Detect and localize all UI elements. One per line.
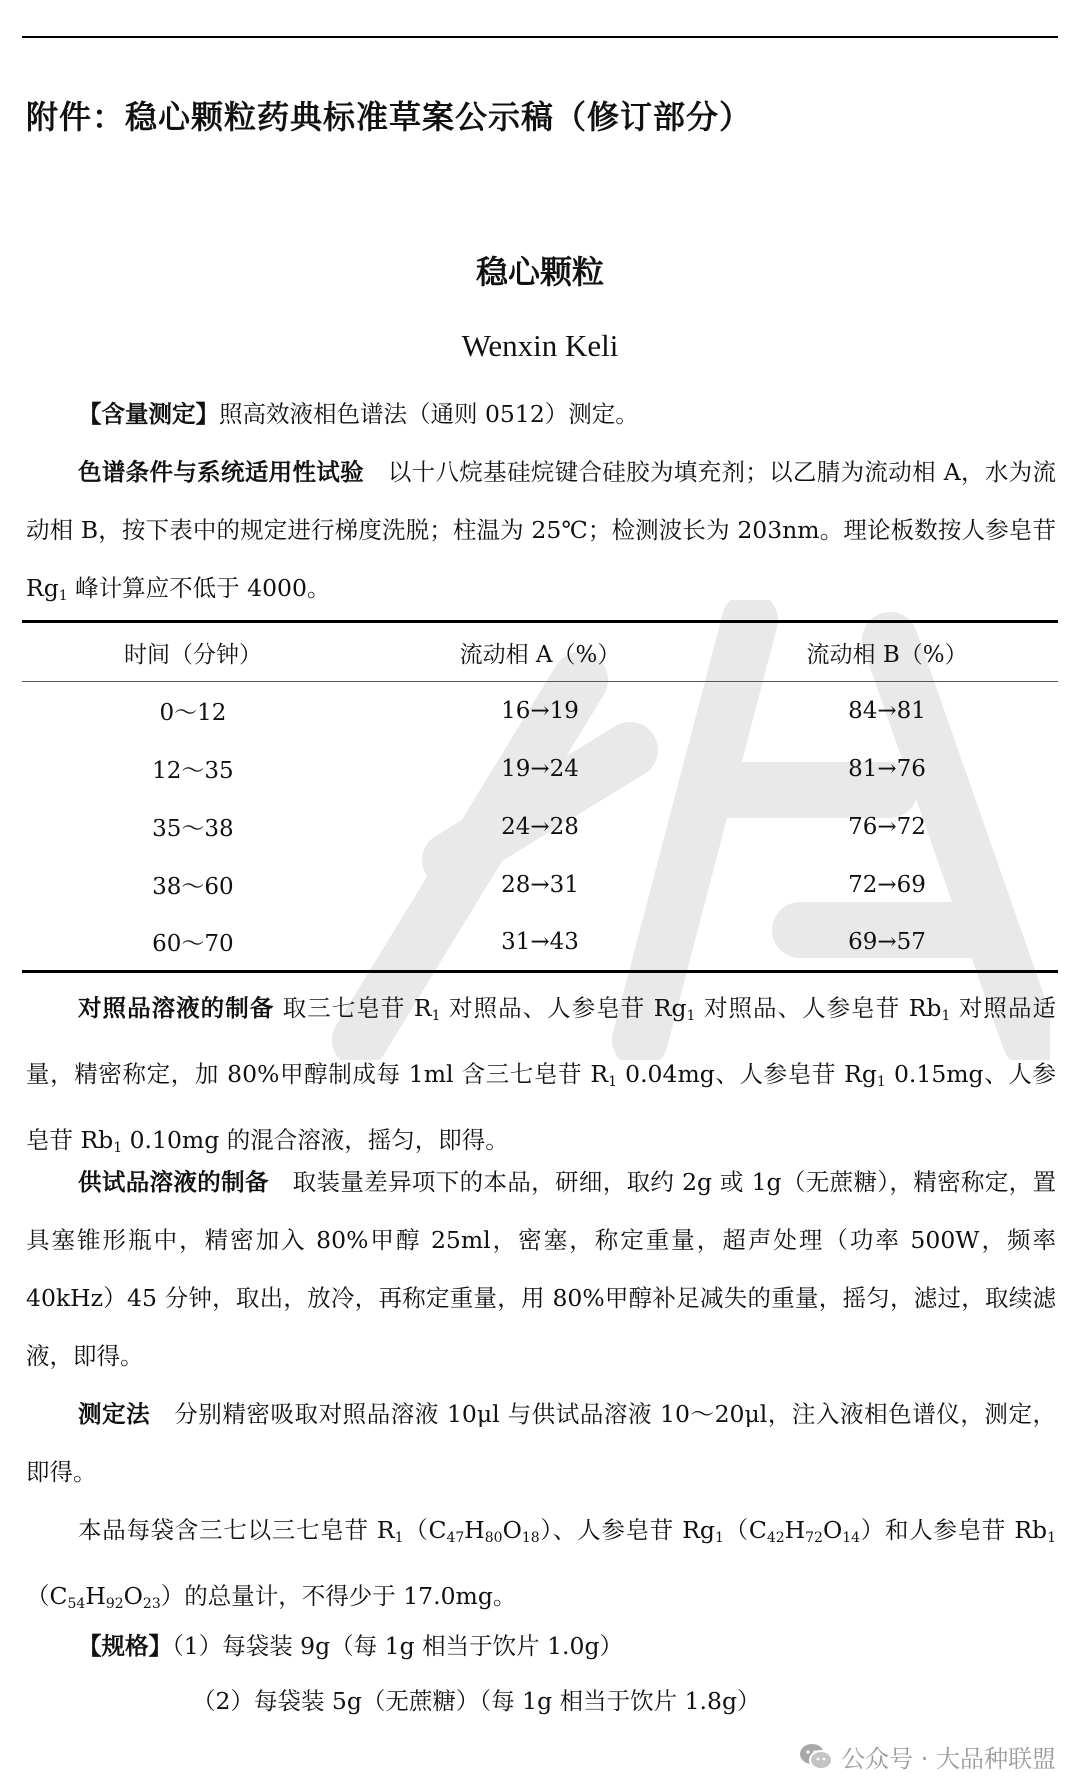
cell-time: 60～70 xyxy=(22,914,364,972)
cell-time: 0～12 xyxy=(159,700,227,727)
text-run: 对照品、人参皂苷 Rb xyxy=(695,994,942,1022)
gradient-table xyxy=(22,620,1058,973)
cell-phase-a: 24→28 xyxy=(501,813,579,840)
table-row xyxy=(22,798,1058,856)
header-time: 时间（分钟） xyxy=(22,622,364,682)
test-solution-label: 供试品溶液的制备 xyxy=(78,1168,269,1196)
text-run: 0.10mg 的混合溶液，摇匀，即得。 xyxy=(122,1126,509,1154)
subscript: 92 xyxy=(105,1596,124,1612)
text-run: 取三七皂苷 R xyxy=(274,994,432,1022)
subscript: 14 xyxy=(842,1530,861,1546)
subscript: 1 xyxy=(941,1008,951,1024)
text-run: 0.04mg、人参皂苷 Rg xyxy=(617,1060,877,1088)
assay-paragraph xyxy=(26,385,1056,443)
reference-paragraph xyxy=(26,979,1056,1177)
table-header-row xyxy=(22,622,1058,682)
text-run: ）的总量计，不得少于 17.0mg。 xyxy=(160,1582,517,1610)
cell-phase-b: 81→76 xyxy=(848,755,926,782)
text-run: 对照品、人参皂苷 Rg xyxy=(440,994,687,1022)
subscript: 54 xyxy=(67,1596,86,1612)
cell-phase-b: 72→69 xyxy=(848,871,926,898)
reference-label: 对照品溶液的制备 xyxy=(78,994,275,1022)
subscript: 1 xyxy=(714,1530,724,1546)
text-run: H xyxy=(464,1516,485,1544)
cell-phase-b: 69→57 xyxy=(716,914,1058,972)
top-rule xyxy=(22,36,1058,38)
text-run: O xyxy=(822,1516,843,1544)
method-label: 测定法 xyxy=(78,1400,151,1428)
text-run: （C xyxy=(26,1582,68,1610)
subscript: 1 xyxy=(58,588,68,604)
subscript: 1 xyxy=(876,1074,886,1090)
text-run: （C xyxy=(723,1516,767,1544)
method-text: 分别精密吸取对照品溶液 10μl 与供试品溶液 10～20μl，注入液相色谱仪，测定，即得。 xyxy=(26,1400,1056,1486)
text-run: O xyxy=(123,1582,143,1610)
text-run: H xyxy=(784,1516,806,1544)
table-row xyxy=(22,914,1058,972)
spec-item-1: （1）每袋装 9g（每 1g 相当于饮片 1.0g） xyxy=(172,1632,623,1660)
header-phase-a: 流动相 A（%） xyxy=(364,622,716,682)
table-row xyxy=(22,856,1058,914)
wechat-icon xyxy=(799,1742,833,1772)
assay-label: 【含量测定】 xyxy=(78,400,219,428)
text-run: 0.15mg、人参皂苷 Rb xyxy=(26,1060,1056,1154)
text-run: 本品每袋含三七以三七皂苷 R xyxy=(78,1516,395,1544)
text-run: ）和人参皂苷 Rb xyxy=(860,1516,1048,1544)
subscript: 18 xyxy=(521,1530,540,1546)
attachment-title: 附件：稳心颗粒药典标准草案公示稿（修订部分） xyxy=(26,98,753,136)
subscript: 23 xyxy=(142,1596,161,1612)
method-paragraph xyxy=(26,1385,1056,1501)
test-solution-paragraph xyxy=(26,1153,1056,1385)
text-run: 对照品适量，精密称定，加 80%甲醇制成每 1ml 含三七皂苷 R xyxy=(26,994,1056,1088)
table-row xyxy=(22,682,1058,740)
spec-label: 【规格】 xyxy=(78,1632,172,1660)
table-row xyxy=(22,740,1058,798)
cell-phase-b: 76→72 xyxy=(848,813,926,840)
assay-text: 照高效液相色谱法（通则 0512）测定。 xyxy=(219,400,639,428)
subscript: 1 xyxy=(686,1008,696,1024)
source-text: 公众号 · 大品种联盟 xyxy=(841,1745,1056,1773)
chrom-paragraph xyxy=(26,443,1056,625)
header-phase-b: 流动相 B（%） xyxy=(716,622,1058,682)
cell-phase-a: 31→43 xyxy=(364,914,716,972)
cell-time: 12～35 xyxy=(152,758,234,784)
text-run: O xyxy=(502,1516,522,1544)
subscript: 1 xyxy=(394,1530,404,1546)
chrom-label: 色谱条件与系统适用性试验 xyxy=(78,458,364,486)
spec-item-2: （2）每袋装 5g（无蔗糖）（每 1g 相当于饮片 1.8g） xyxy=(192,1687,761,1715)
cell-time: 38～60 xyxy=(152,874,234,900)
subscript: 47 xyxy=(446,1530,465,1546)
cell-phase-b: 84→81 xyxy=(848,697,926,724)
subscript: 1 xyxy=(608,1074,618,1090)
subscript: 42 xyxy=(766,1530,785,1546)
subscript: 1 xyxy=(431,1008,441,1024)
cell-phase-a: 19→24 xyxy=(501,755,579,782)
subscript: 72 xyxy=(805,1530,823,1546)
text-run: （C xyxy=(403,1516,447,1544)
source-tag xyxy=(799,1739,1056,1774)
doc-subtitle: Wenxin Keli xyxy=(461,328,619,363)
cell-phase-a: 28→31 xyxy=(501,871,579,898)
text-run: ）、人参皂苷 Rg xyxy=(539,1516,715,1544)
test-solution-text: 取装量差异项下的本品，研细，取约 2g 或 1g（无蔗糖），精密称定，置具塞锥形瓶中，精密加入 80%甲醇 25ml，密塞，称定重量，超声处理（功率 500W，频率 40kHz）45 分钟，取出，放冷，再称定重量，用 80%甲醇补足减失的重量，摇匀，滤过，取续滤液，即得。 xyxy=(26,1168,1057,1370)
subscript: 80 xyxy=(484,1530,503,1546)
cell-time: 35～38 xyxy=(152,816,234,842)
content-paragraph xyxy=(26,1501,1056,1633)
cell-phase-a: 16→19 xyxy=(501,697,579,724)
subscript: 1 xyxy=(1047,1530,1056,1546)
chrom-text-end: 峰计算应不低于 4000。 xyxy=(67,574,331,602)
subscript: 1 xyxy=(113,1140,123,1156)
chrom-text: 以十八烷基硅烷键合硅胶为填充剂；以乙腈为流动相 A，水为流动相 B，按下表中的规定进行梯度洗脱；柱温为 25℃；检测波长为 203nm。理论板数按人参皂苷 Rg xyxy=(26,458,1057,602)
doc-title: 稳心颗粒 xyxy=(475,253,604,291)
text-run: H xyxy=(85,1582,106,1610)
spec-paragraph xyxy=(26,1617,1056,1675)
